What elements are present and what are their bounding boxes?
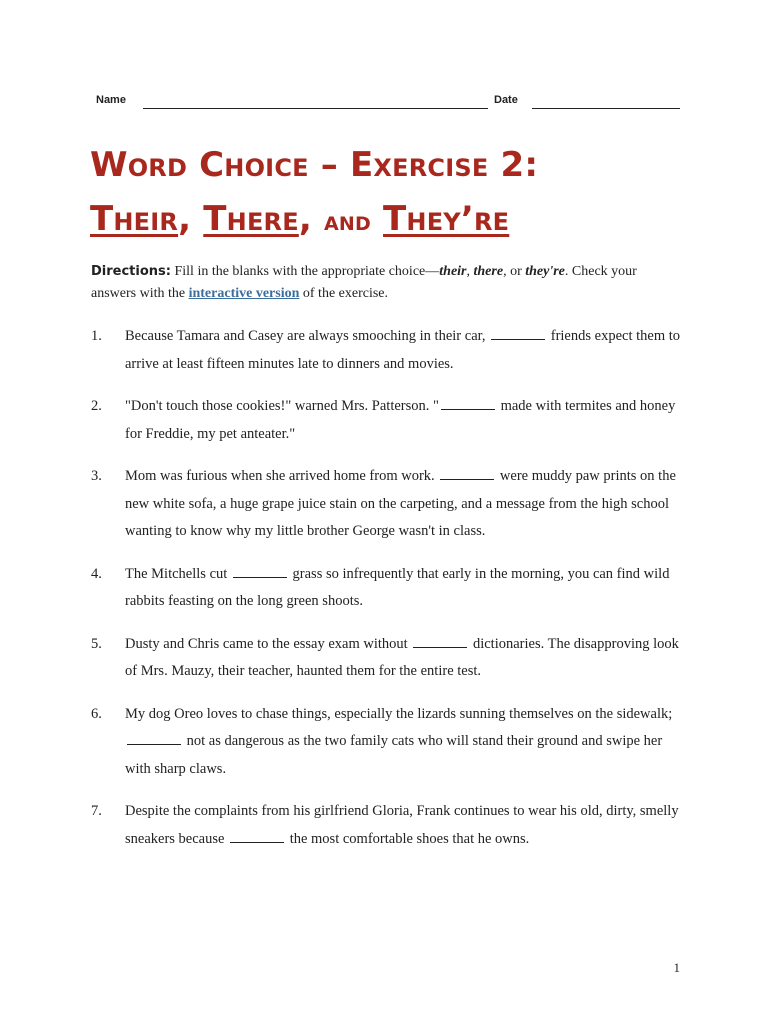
item-number: 1. — [91, 328, 102, 344]
name-label: Name — [96, 94, 126, 106]
item-text-before: Because Tamara and Casey are always smooching in their car, — [125, 328, 486, 344]
directions-text-2: . Check your answers with the — [91, 264, 637, 301]
item-text-after: the most comfortable shoes that he owns. — [289, 830, 530, 847]
item-text-after: grass so infrequently that early in the morning, you can find wild rabbits feasting on the long green shoots. — [125, 565, 670, 609]
title-word-there: There — [203, 199, 299, 239]
exercise-item — [91, 561, 681, 616]
answer-blank[interactable] — [491, 338, 545, 340]
exercise-item — [91, 631, 681, 686]
directions-sep-2: , or — [503, 264, 526, 279]
title-comma-1: , — [178, 199, 192, 239]
item-text-before: "Don't touch those cookies!" warned Mrs. Patterson. " — [125, 398, 439, 414]
page-title — [90, 138, 710, 249]
interactive-version-link[interactable]: interactive version — [188, 286, 300, 301]
item-number: 5. — [91, 635, 102, 652]
choice-there: there — [473, 264, 504, 279]
title-word-and: and — [324, 206, 371, 237]
item-number: 2. — [91, 398, 102, 414]
item-text-after: not as dangerous as the two family cats who will stand their ground and swipe her with sharp claws. — [125, 733, 663, 777]
item-text-after: were muddy paw prints on the new white sofa, a huge grape juice stain on the carpeting, and a message from the high school wanting to know why my little brother George wasn't in class. — [125, 468, 676, 539]
title-word-theyre: They’re — [383, 199, 510, 239]
date-field[interactable] — [532, 108, 680, 109]
exercise-item — [91, 393, 681, 448]
name-date-row — [96, 94, 680, 110]
item-number: 4. — [91, 565, 102, 582]
answer-blank[interactable] — [230, 841, 284, 843]
directions-text-3: of the exercise. — [299, 286, 389, 301]
directions-sep-1: , — [466, 264, 474, 279]
date-label: Date — [494, 94, 518, 106]
page-number: 1 — [673, 960, 680, 975]
answer-blank[interactable] — [127, 743, 181, 745]
item-text-before: My dog Oreo loves to chase things, especially the lizards sunning themselves on the sidewalk; — [125, 705, 673, 722]
item-number: 7. — [91, 803, 102, 819]
item-number: 6. — [91, 705, 102, 722]
choice-theyre: they're — [525, 264, 565, 279]
item-text-before: Despite the complaints from his girlfriend Gloria, Frank continues to wear his old, dirty, smelly sneakers because — [125, 803, 679, 847]
answer-blank[interactable] — [413, 646, 467, 648]
exercise-list — [91, 323, 681, 868]
directions-label: Directions: — [91, 264, 171, 279]
item-text-before: Dusty and Chris came to the essay exam without — [125, 635, 408, 652]
item-text-before: Mom was furious when she arrived home from work. — [125, 468, 435, 484]
item-text-after: dictionaries. The disapproving look of Mrs. Mauzy, their teacher, haunted them for the entire test. — [125, 635, 679, 679]
item-text-after: friends expect them to arrive at least fifteen minutes late to dinners and movies. — [125, 328, 680, 372]
title-line-1: Word Choice – Exercise 2: — [90, 145, 539, 185]
name-field[interactable] — [143, 108, 488, 109]
item-text-after: made with termites and honey for Freddie, my pet anteater." — [125, 398, 676, 442]
title-line-2 — [90, 192, 710, 249]
answer-blank[interactable] — [233, 576, 287, 578]
item-text-before: The Mitchells cut — [125, 565, 228, 582]
title-comma-2: , — [298, 199, 312, 239]
exercise-item — [91, 701, 681, 784]
directions — [91, 261, 681, 305]
exercise-item — [91, 323, 681, 378]
answer-blank[interactable] — [440, 478, 494, 480]
answer-blank[interactable] — [441, 408, 495, 410]
exercise-item — [91, 798, 681, 853]
item-number: 3. — [91, 468, 102, 484]
title-word-their: Their — [90, 199, 179, 239]
choice-their: their — [439, 264, 467, 279]
directions-text-1: Fill in the blanks with the appropriate choice— — [174, 264, 440, 279]
exercise-item — [91, 463, 681, 546]
